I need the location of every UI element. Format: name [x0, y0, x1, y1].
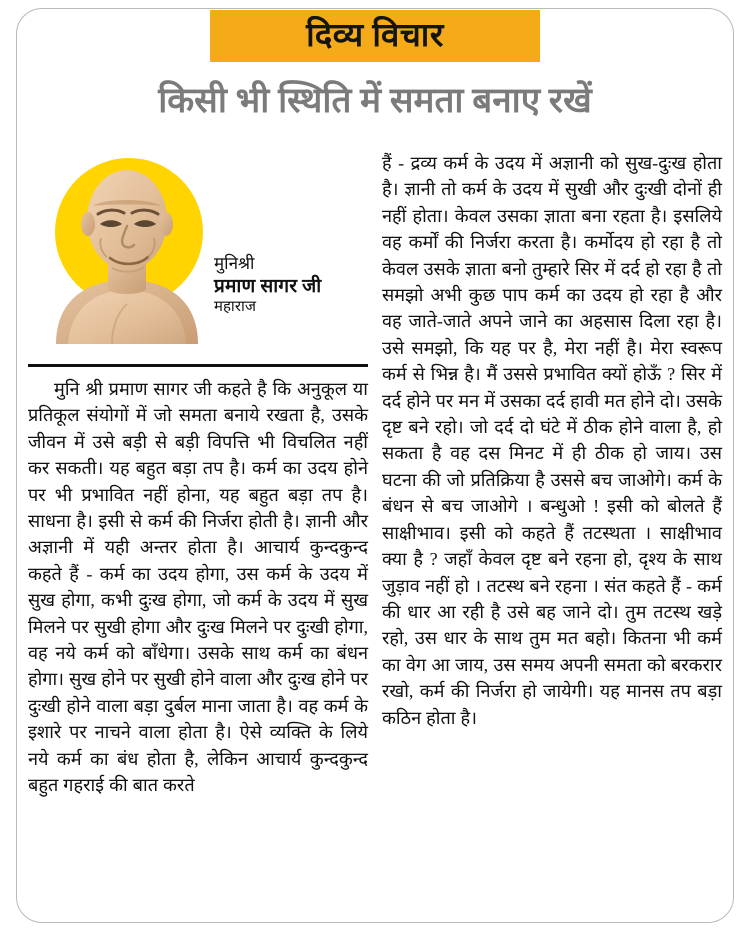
masthead-title: दिव्य विचार — [306, 17, 444, 54]
article-paragraph-left: मुनि श्री प्रमाण सागर जी कहते है कि अनुकूल या प्रतिकूल संयोगों में जो समता बनाये रखता है, उसके जीवन में उसे बड़ी से बड़ी विपत्ति भी विचलित नहीं कर सकती। यह बहुत बड़ा तप है। कर्म का उदय होने पर भी प्रभावित नहीं होना, यह बहुत बड़ा तप है। साधना है। इसी से कर्म की निर्जरा होती है। ज्ञानी और अज्ञानी में यही अन्तर होता है। आचार्य कुन्दकुन्द कहते हैं - कर्म का उदय होगा, उस कर्म के उदय में सुख होगा, कभी दुःख होगा, जो कर्म के उदय में सुख मिलने पर सुखी होगा और दुःख मिलने पर दुःखी होगा, वह नये कर्म को बाँधेगा। उसके साथ कर्म का बंधन होगा। सुख होने पर सुखी होने वाला और दुःख होने पर दुःखी होने वाला बड़ा दुर्बल माना जाता है। वह कर्म के इशारे पर नाचने वाला होता है। ऐसे व्यक्ति के लिये नये कर्म का बंध होता है, लेकिन आचार्य कुन्दकुन्द बहुत गहराई की बात करते — [28, 379, 368, 796]
column-left — [28, 150, 368, 910]
masthead-banner — [210, 10, 540, 62]
column-divider-rule — [28, 364, 368, 367]
author-caption — [214, 254, 366, 316]
article-headline: किसी भी स्थिति में समता बनाए रखें — [158, 81, 592, 120]
monk-portrait-illustration — [46, 154, 208, 344]
article-body-left — [28, 376, 368, 799]
article-paragraph-right: हैं - द्रव्य कर्म के उदय में अज्ञानी को सुख-दुःख होता है। ज्ञानी तो कर्म के उदय में सुखी और दुःखी दोनों ही नहीं होता। केवल उसका ज्ञाता बना रहता है। इसलिये वह कर्मों की निर्जरा करता है। कर्मोदय हो रहा है तो केवल उसके ज्ञाता बनो तुम्हारे सिर में दर्द हो रहा है तो समझो अभी कुछ पाप कर्म का उदय हो रहा है और वह जाते-जाते अपने जाने का अहसास दिला रहा है। उसे समझो, कि यह पर है, मेरा नहीं है। मेरा स्वरूप कर्म से भिन्न है। मैं उससे प्रभावित क्यों होऊँ ? सिर में दर्द होने पर मन में उसका दर्द हावी मत होने दो। उसके दृष्ट बने रहो। जो दर्द दो घंटे में ठीक होने वाला है, हो सकता है वह दस मिनट में ही ठीक हो जाय। उस घटना की जो प्रतिक्रिया है उससे बच जाओगे। कर्म के बंधन से बच जाओगे । बन्धुओ ! इसी को बोलते हैं साक्षीभाव। इसी को कहते हैं तटस्थता । साक्षीभाव क्या है ? जहाँ केवल दृष्ट बने रहना हो, दृश्य के साथ जुड़ाव नहीं हो । तटस्थ बने रहना । संत कहते हैं - कर्म की धार आ रही है उसे बह जाने दो। तुम तटस्थ खड़े रहो, उस धार के साथ तुम मत बहो। कितना भी कर्म का वेग आ जाय, उस समय अपनी समता को बरकरार रखो, कर्म की निर्जरा हो जायेगी। यह मानस तप बड़ा कठिन होता है। — [382, 153, 722, 728]
author-figure — [28, 150, 368, 346]
article-body-right — [382, 150, 722, 731]
caption-title: महाराज — [214, 298, 256, 315]
article-columns — [28, 150, 722, 910]
column-right — [382, 150, 722, 910]
caption-honorific: मुनिश्री — [214, 254, 255, 273]
masthead-container — [0, 10, 750, 62]
author-photo — [46, 154, 208, 344]
caption-name: प्रमाण सागर जी — [214, 275, 322, 297]
